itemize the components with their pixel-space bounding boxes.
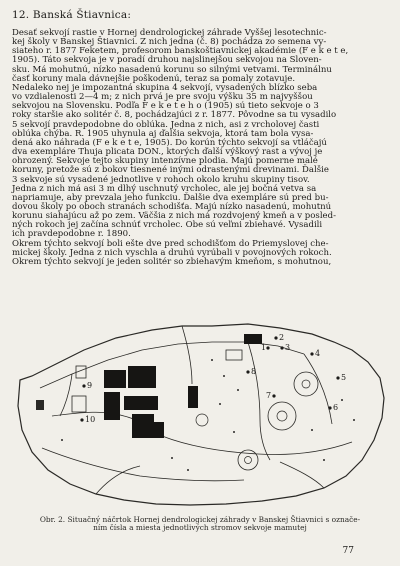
sequoia-marker-5 (336, 373, 346, 382)
text-line: vo vzdialenosti 2—4 m; z nich prvá je pre svoju výšku 35 m najvyššou (12, 92, 313, 103)
marker-label: 1 (261, 343, 267, 352)
text-line: ich pravdepodobne r. 1890. (12, 229, 131, 240)
garden-path (248, 342, 270, 460)
text-line: dva exempláre Thuja plicata DON., ktorých ďalší výškový rast a vývoj je (12, 147, 323, 158)
marker-label: 4 (315, 349, 321, 358)
text-line: Okrem týchto sekvojí je jeden solitér so zbiehavým kmeňom, s mohutnou, (12, 256, 332, 267)
garden-path (162, 436, 352, 455)
round-bed (277, 411, 287, 421)
site-plan-sketch (12, 320, 388, 510)
text-line: Desať sekvojí rastie v Hornej dendrologickej záhrade Vyššej lesotechnic- (12, 28, 327, 38)
marker-label: 3 (285, 343, 291, 352)
yew-circle (302, 380, 310, 388)
sequoia-marker-4 (310, 349, 320, 358)
marker-label: 8 (251, 367, 257, 376)
text-line: 5 sekvojí pravdepodobne do oblúka. Jedna z nich, asi z vrcholovej časti (12, 119, 320, 130)
garden-path (96, 466, 140, 494)
building (128, 366, 156, 388)
round-bed (245, 457, 252, 464)
round-bed (196, 414, 208, 426)
building (104, 370, 126, 388)
building (124, 396, 158, 410)
sequoia-marker-6 (328, 403, 338, 412)
garden-path (304, 354, 332, 424)
caption-line: ním čísla a miesta jednotlivých stromov sekvoje mamutej (93, 523, 307, 533)
sequoia-marker-3 (280, 343, 290, 352)
round-bed (268, 402, 296, 430)
text-line: mickej školy. Jedna z nich vyschla a druhú vyrúbali v povojnových rokoch. (12, 247, 332, 258)
figure-caption (12, 516, 388, 533)
text-line: napriamuje, aby prevzala jeho funkciu. Ďalšie dva exempláre sú pred bu- (12, 192, 329, 203)
text-line: oblúka chýba. R. 1905 uhynula aj ďalšia sekvoja, ktorá tam bola vysa- (12, 128, 314, 139)
building (188, 386, 198, 408)
garden-path (280, 462, 324, 488)
text-line: 1905). Táto sekvoja je v poradí druhou najslinejšou sekvojou na Sloven- (12, 55, 322, 66)
sequoia-marker-9 (82, 381, 92, 390)
text-line: kej školy v Banskej Štiavnici. Z nich jedna (č. 8) pochádza zo semena vy- (12, 37, 327, 48)
marker-label: 9 (87, 381, 93, 390)
sequoia-marker-8 (246, 367, 256, 376)
building (104, 392, 120, 420)
garden-path (182, 326, 192, 384)
marker-label: 6 (333, 403, 339, 412)
building (244, 334, 262, 344)
text-line: dovou školy po oboch stranách schodišťa. Majú nízko nasadenú, mohutnú (12, 201, 332, 212)
section-title: 12. Banská Štiavnica: (12, 9, 132, 21)
body-text (12, 29, 388, 267)
building (132, 414, 154, 438)
text-line: 3 sekvoje sú vysadené jednotlive v rohoch okolo kruhu skupiny tisov. (12, 174, 310, 185)
small-structure (36, 400, 44, 410)
sequoia-marker-10 (80, 415, 95, 424)
text-line: Jedna z nich má asi 3 m dlhý uschnutý vrcholec, ale jej bočná vetva sa (12, 183, 317, 194)
small-structure (226, 350, 242, 360)
building (154, 422, 164, 438)
yew-circle (294, 372, 318, 396)
text-line: roky staršie ako solitér č. 8, pochádzajúci z r. 1877. Pôvodne sa tu vysadilo (12, 110, 337, 121)
marker-label: 5 (341, 373, 347, 382)
marker-label: 2 (279, 333, 285, 342)
garden-path (60, 374, 72, 416)
text-line: sekvojou na Slovensku. Podľa F e k e t e h o (1905) sú tieto sekvoje o 3 (12, 101, 319, 112)
text-line: korunu siahajúcu až po zem. Väčšia z nich má rozdvojený kmeň a v posled- (12, 211, 336, 222)
marker-label: 7 (266, 391, 272, 400)
text-line: dená ako náhrada (F e k e t e, 1905). Do korún týchto sekvojí sa vtláčajú (12, 137, 327, 148)
garden-path (42, 448, 244, 481)
text-line: Okrem týchto sekvojí boli ešte dve pred schodišťom do Priemyslovej che- (12, 238, 329, 249)
caption-line: Obr. 2. Situačný náčrtok Hornej dendrologickej záhrady v Banskej Štiavnici s označe- (39, 515, 361, 524)
text-line: Nedaleko nej je impozantná skupina 4 sekvojí, vysadených blízko seba (12, 82, 318, 93)
garden-boundary (18, 324, 384, 505)
text-line: ných rokoch jej začína schnúť vrcholec. Obe sú veľmi zbiehavé. Vysadili (12, 220, 323, 231)
text-line: sku. Má mohutnú, nízko nasadenú korunu so silnými vetvami. Terminálnu (12, 64, 332, 75)
text-line: časť koruny mala dávnejšie poškodenú, teraz sa pomaly zotavuje. (12, 73, 296, 84)
marker-label: 10 (85, 415, 96, 424)
page-number: 77 (342, 546, 354, 556)
site-plan-figure (12, 320, 388, 510)
sequoia-marker-7 (266, 391, 276, 400)
text-line: siateho r. 1877 Feketem, profesorom banskoštiavnickej akadémie (F e k e t e, (12, 46, 349, 57)
small-structure (72, 396, 86, 412)
text-line: koruny, pretože sú z bokov tiesnené inými odrastenými drevinami. Ďalšie (12, 165, 329, 176)
sequoia-marker-2 (274, 333, 284, 342)
text-line: ohrozený. Sekvoje tejto skupiny intenzívne plodia. Majú pomerne malé (12, 156, 318, 167)
